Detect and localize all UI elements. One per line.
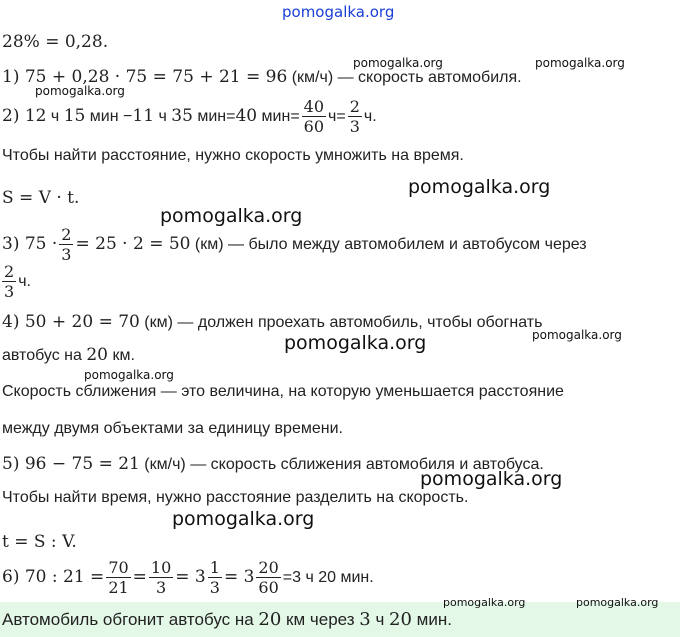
line-step-4 [2, 312, 542, 333]
answer-c: км через [281, 610, 360, 629]
watermark: pomogalka.org [353, 56, 443, 70]
line-step-2 [2, 94, 377, 139]
fraction-1-3 [208, 558, 222, 597]
fraction-denominator: 3 [61, 245, 72, 265]
fraction-denominator: 3 [349, 117, 360, 137]
answer-f: 20 [389, 609, 412, 630]
fraction-numerator: 2 [4, 262, 15, 282]
watermark: pomogalka.org [160, 205, 303, 227]
line-time-rule: Чтобы найти время, нужно расстояние разделить на скорость. [2, 489, 469, 506]
text-step-2-b: ч [46, 108, 64, 125]
watermark: pomogalka.org [172, 508, 315, 530]
line-step-6 [2, 554, 374, 601]
watermark-top[interactable]: pomogalka.org [282, 3, 395, 21]
text-step-6-b: =3 ч 20 мин. [282, 569, 374, 586]
fraction-numerator: 1 [209, 558, 220, 578]
line-percent [2, 32, 108, 53]
text-step-2-h: мин= [192, 108, 236, 125]
math-step-1: 1) 75 + 0,28 · 75 = 75 + 21 = 96 [2, 67, 288, 87]
text-step-4: (км) — должен проехать автомобиль, чтобы обогнать [139, 314, 543, 331]
fraction-denominator: 3 [4, 282, 15, 302]
answer-b: 20 [258, 609, 282, 630]
watermark: pomogalka.org [535, 56, 625, 70]
watermark: pomogalka.org [35, 84, 125, 98]
watermark: pomogalka.org [84, 368, 174, 382]
math-formula-t: t = S : V. [2, 532, 77, 552]
fraction-denominator: 21 [108, 578, 129, 598]
text-step-2-j: мин= [257, 108, 300, 125]
fraction-2-3 [348, 97, 362, 136]
answer-d: 3 [359, 609, 371, 630]
line-closing-speed-def-2: между двумя объектами за единицу времени. [2, 420, 343, 437]
watermark: pomogalka.org [420, 468, 563, 490]
fraction-2-3 [2, 262, 16, 301]
math-step-3-a: 3) 75 · [2, 234, 58, 254]
line-step-4-cont [2, 345, 135, 366]
math-step-3-b: = 25 · 2 = 50 [75, 234, 191, 254]
fraction-numerator: 70 [108, 558, 129, 578]
answer-a: Автомобиль обгонит автобус на [2, 610, 259, 629]
fraction-denominator: 60 [303, 117, 325, 137]
text-step-4-cont-c: км. [108, 347, 135, 364]
math-step-6-eq2: = 3 [175, 567, 206, 587]
math-step-2-i: 40 [235, 106, 258, 126]
fraction-numerator: 40 [303, 97, 325, 117]
text-step-2-l: ч. [363, 108, 377, 125]
fraction-40-60 [302, 97, 326, 136]
text-step-2-k: ч= [328, 108, 346, 125]
math-step-2-e: 11 [132, 106, 155, 126]
text-step-4-cont-a: автобус на [2, 347, 87, 364]
math-percent: 28% = 0,28. [2, 32, 109, 52]
line-formula-t [2, 532, 77, 553]
answer-e: ч [370, 610, 390, 629]
fraction-20-60 [256, 558, 280, 597]
line-distance-rule: Чтобы найти расстояние, нужно скорость умножить на время. [2, 147, 464, 164]
text-step-5: (км/ч) — скорость сближения автомобиля и автобуса. [139, 456, 544, 473]
math-step-2-a: 2) 12 [2, 106, 47, 126]
fraction-10-3 [149, 558, 173, 597]
fraction-denominator: 3 [156, 578, 167, 598]
line-step-3 [2, 222, 587, 267]
watermark: pomogalka.org [284, 332, 427, 354]
line-step-3-cont [0, 262, 31, 302]
fraction-numerator: 10 [150, 558, 172, 578]
math-step-2-c: 15 [63, 106, 86, 126]
watermark: pomogalka.org [532, 328, 622, 342]
fraction-numerator: 2 [61, 225, 72, 245]
fraction-numerator: 20 [258, 558, 279, 578]
math-step-4: 4) 50 + 20 = 70 [2, 312, 140, 332]
fraction-denominator: 60 [258, 578, 279, 598]
answer-text [2, 610, 452, 630]
math-step-5: 5) 96 − 75 = 21 [2, 454, 140, 474]
watermark: pomogalka.org [443, 596, 526, 609]
line-formula-s [2, 188, 79, 209]
math-step-4-cont-b: 20 [86, 345, 108, 365]
math-step-2-g: 35 [171, 106, 193, 126]
text-step-3-cont: ч. [18, 273, 31, 290]
math-formula-s: S = V · t. [2, 188, 80, 208]
math-step-6-a: 6) 70 : 21 = [2, 567, 105, 587]
math-step-6-eq1: = [132, 567, 147, 587]
answer-g: мин. [411, 610, 452, 629]
text-step-3-c: (км) — было между автомобилем и автобусом через [190, 236, 587, 253]
text-step-2-d: мин − [85, 108, 133, 125]
math-step-6-eq3: = 3 [223, 567, 255, 587]
text-step-1: (км/ч) — скорость автомобиля. [287, 69, 522, 86]
watermark: pomogalka.org [408, 176, 551, 198]
fraction-numerator: 2 [349, 97, 360, 117]
line-closing-speed-def-1: Скорость сближения — это величина, на которую уменьшается расстояние [2, 383, 564, 400]
fraction-denominator: 3 [209, 578, 220, 598]
watermark: pomogalka.org [576, 596, 659, 609]
text-step-2-f: ч [154, 108, 172, 125]
fraction-70-21 [106, 558, 130, 597]
fraction-2-3 [59, 225, 73, 264]
